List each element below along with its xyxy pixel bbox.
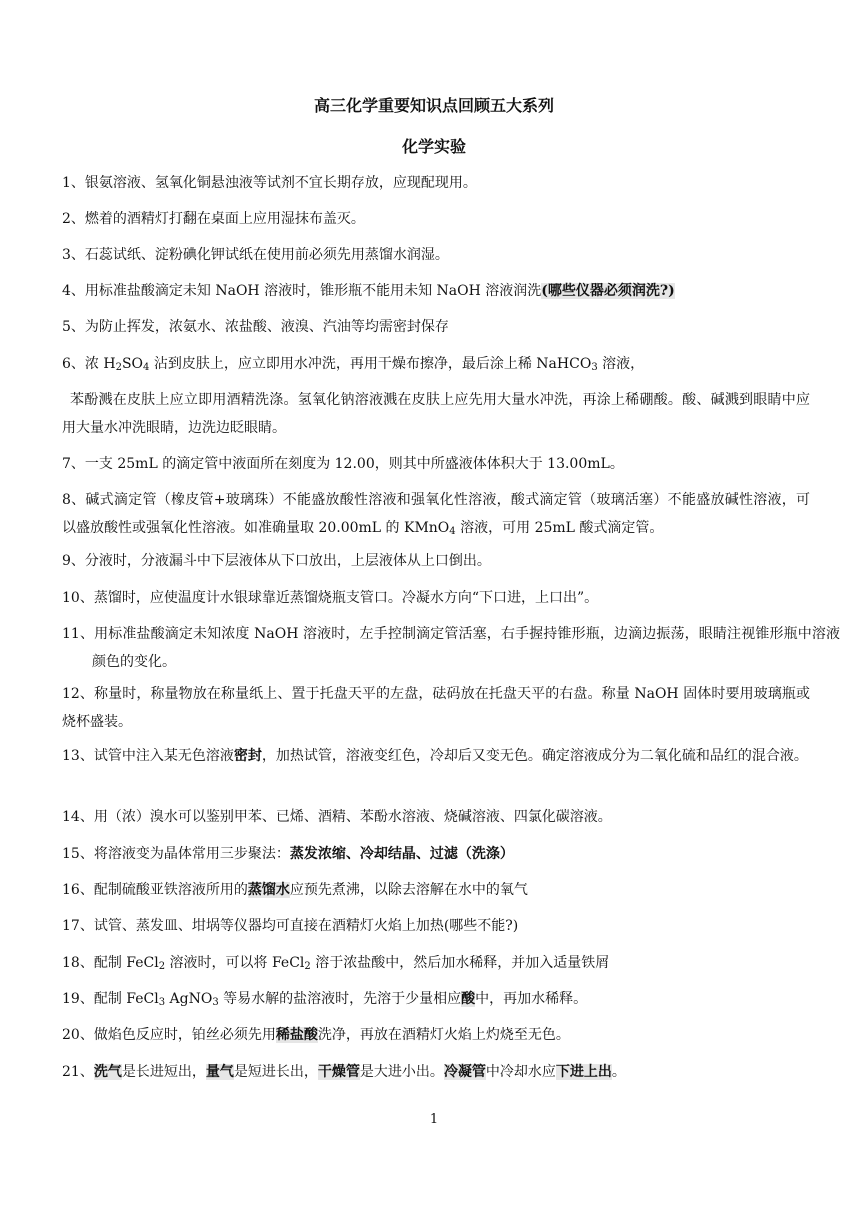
list-item: 15、将溶液变为晶体常用三步聚法：蒸发浓缩、冷却结晶、过滤（洗涤） (62, 846, 514, 862)
list-item: 17、试管、蒸发皿、坩埚等仪器均可直接在酒精灯火焰上加热(哪些不能?) (62, 918, 519, 934)
list-item: 8、碱式滴定管（橡皮管+玻璃珠）不能盛放酸性溶液和强氧化性溶液，酸式滴定管（玻璃活塞）不能盛放碱性溶液，可以盛放酸性或强氧化性溶液。如准确量取 20.00mL 的 KMnO$_4$ 溶液，可用 25mL 酸式滴定管。 (62, 492, 810, 537)
list-item: 4、用标准盐酸滴定未知 NaOH 溶液时，锥形瓶不能用未知 NaOH 溶液润洗(哪些仪器必须润洗?) (62, 283, 675, 299)
list-item: 18、配制 FeCl$_2$ 溶液时，可以将 FeCl$_2$ 溶于浓盐酸中，然后加水稀释，并加入适量铁屑 (62, 955, 610, 972)
highlighted-text: 酸 (461, 991, 476, 1007)
highlighted-text: 洗气 (93, 1064, 122, 1080)
section-title: 化学实验 (401, 137, 466, 156)
list-item: 1、银氨溶液、氢氧化铜悬浊液等试剂不宜长期存放，应现配现用。 (62, 175, 477, 191)
list-item: 20、做焰色反应时，铂丝必须先用稀盐酸洗净，再放在酒精灯火焰上灼烧至无色。 (62, 1027, 570, 1043)
highlighted-text: 干燥管 (317, 1064, 360, 1080)
list-item: 5、为防止挥发，浓氨水、浓盐酸、液溴、汽油等均需密封保存 (62, 319, 449, 335)
list-item: 6、浓 $H_2SO_4$ 沾到皮肤上，应立即用水冲洗，再用干燥布擦净，最后涂上稀 NaHCO$_3$ 溶液， (62, 356, 645, 373)
highlighted-text: 稀盐酸 (275, 1027, 318, 1043)
list-item: 11、用标准盐酸滴定未知浓度 NaOH 溶液时，左手控制滴定管活塞，右手握持锥形瓶，边滴边振荡，眼睛注视锥形瓶中溶液颜色的变化。 (62, 626, 840, 670)
highlighted-text: (哪些仪器必须润洗?) (541, 283, 675, 299)
page-number: 1 (429, 1112, 439, 1127)
list-item: 9、分液时，分液漏斗中下层液体从下口放出，上层液体从上口倒出。 (62, 553, 491, 569)
highlighted-text: 冷凝管 (443, 1064, 486, 1080)
list-item: 14、用（浓）溴水可以鉴别甲苯、已烯、酒精、苯酚水溶液、烧碱溶液、四氯化碳溶液。 (62, 809, 612, 825)
list-item: 2、燃着的酒精灯打翻在桌面上应用湿抹布盖灭。 (62, 211, 365, 227)
highlighted-text: 下进上出 (555, 1064, 612, 1080)
list-item: 10、蒸馏时，应使温度计水银球靠近蒸馏烧瓶支管口。冷凝水方向“下口进，上口出”。 (62, 590, 599, 606)
list-item: 13、试管中注入某无色溶液密封，加热试管，溶液变红色，冷却后又变无色。确定溶液成分为二氧化硫和品红的混合液。 (62, 748, 808, 764)
list-item: 16、配制硫酸亚铁溶液所用的蒸馏水应预先煮沸，以除去溶解在水中的氧气 (62, 882, 528, 898)
list-item: 7、一支 25mL 的滴定管中液面所在刻度为 12.00，则其中所盛液体体积大于 13.00mL。 (62, 456, 624, 472)
list-item: 19、配制 FeCl$_3$ AgNO$_3$ 等易水解的盐溶液时，先溶于少量相应酸中，再加水稀释。 (62, 991, 588, 1008)
page-title: 高三化学重要知识点回顾五大系列 (313, 96, 554, 115)
list-item: 21、洗气是长进短出，量气是短进长出，干燥管是大进小出。冷凝管中冷却水应下进上出。 (62, 1064, 626, 1080)
highlighted-text: 量气 (205, 1064, 234, 1080)
list-item: 12、称量时，称量物放在称量纸上、置于托盘天平的左盘，砝码放在托盘天平的右盘。称量 NaOH 固体时要用玻璃瓶或烧杯盛装。 (62, 686, 810, 730)
highlighted-text: 蒸馏水 (247, 882, 290, 898)
list-item: 3、石蕊试纸、淀粉碘化钾试纸在使用前必须先用蒸馏水润湿。 (62, 247, 449, 263)
list-item: 苯酚溅在皮肤上应立即用酒精洗涤。氢氧化钠溶液溅在皮肤上应先用大量水冲洗，再涂上稀硼酸。酸、碱溅到眼睛中应用大量水冲洗眼睛，边洗边眨眼睛。 (62, 392, 810, 436)
